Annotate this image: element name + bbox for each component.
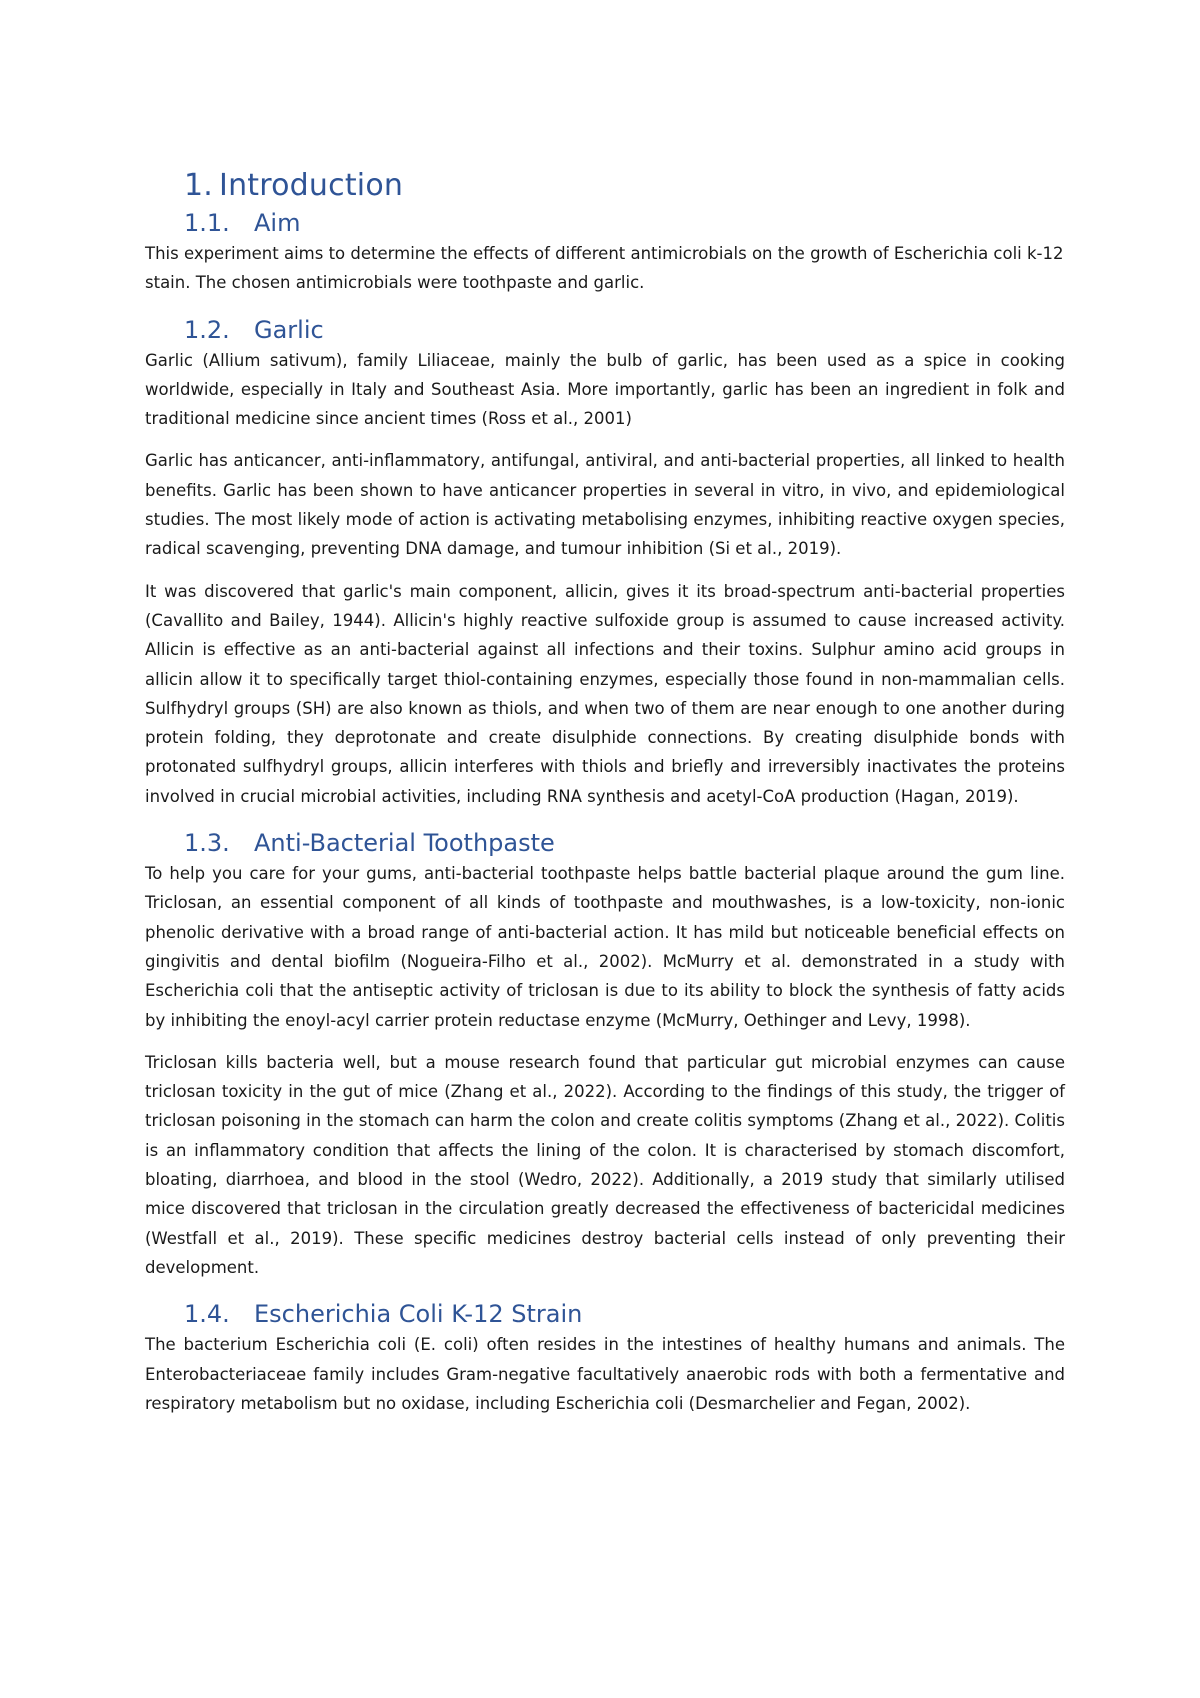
paragraph-ecoli-1: The bacterium Escherichia coli (E. coli) often resides in the intestines of healthy humans and animals. The Enterobacteriaceae family includes Gram-negative facultatively anaerobic rods with both a fermentative and respiratory metabolism but no oxidase, including Escherichia coli (Desmarchelier and Fegan, 2002). (145, 1335, 1065, 1413)
section-number: 1. (184, 168, 214, 203)
section-heading-ecoli (184, 1298, 1065, 1330)
section-heading-toothpaste (184, 827, 1065, 859)
section-title: Anti-Bacterial Toothpaste (254, 829, 555, 858)
paragraph-toothpaste-1: To help you care for your gums, anti-bacterial toothpaste helps battle bacterial plaque around the gum line. Triclosan, an essential component of all kinds of toothpaste and mouthwashes, is a low-toxicity, non-ionic phenolic derivative with a broad range of anti-bacterial action. It has mild but noticeable beneficial effects on gingivitis and dental biofilm (Nogueira-Filho et al., 2002). McMurry et al. demonstrated in a study with Escherichia coli that the antiseptic activity of triclosan is due to its ability to block the synthesis of fatty acids by inhibiting the enoyl-acyl carrier protein reductase enzyme (McMurry, Oethinger and Levy, 1998). (145, 864, 1065, 1030)
paragraph-garlic-3: It was discovered that garlic's main component, allicin, gives it its broad-spectrum anti-bacterial properties (Cavallito and Bailey, 1944). Allicin's highly reactive sulfoxide group is assumed to cause increased activity. Allicin is effective as an anti-bacterial against all infections and their toxins. Sulphur amino acid groups in allicin allow it to specifically target thiol-containing enzymes, especially those found in non-mammalian cells. Sulfhydryl groups (SH) are also known as thiols, and when two of them are near enough to one another during protein folding, they deprotonate and create disulphide connections. By creating disulphide bonds with protonated sulfhydryl groups, allicin interferes with thiols and briefly and irreversibly inactivates the proteins involved in crucial microbial activities, including RNA synthesis and acetyl-CoA production (Hagan, 2019). (145, 581, 1065, 806)
paragraph-aim-1: This experiment aims to determine the effects of different antimicrobials on the growth of Escherichia coli k-12 stain. The chosen antimicrobials were toothpaste and garlic. (145, 244, 1064, 293)
section-title: Escherichia Coli K-12 Strain (254, 1300, 583, 1329)
section-heading-garlic (184, 314, 1065, 346)
section-heading-introduction (184, 165, 1065, 207)
section-number: 1.1. (184, 209, 230, 237)
paragraph-garlic-2: Garlic has anticancer, anti-inflammatory, antifungal, antiviral, and anti-bacterial properties, all linked to health benefits. Garlic has been shown to have anticancer properties in several in vitro, in vivo, and epidemiological studies. The most likely mode of action is activating metabolising enzymes, inhibiting reactive oxygen species, radical scavenging, preventing DNA damage, and tumour inhibition (Si et al., 2019). (145, 451, 1065, 559)
paragraph-garlic-1: Garlic (Allium sativum), family Liliaceae, mainly the bulb of garlic, has been used as a spice in cooking worldwide, especially in Italy and Southeast Asia. More importantly, garlic has been an ingredient in folk and traditional medicine since ancient times (Ross et al., 2001) (145, 350, 1065, 429)
section-title: Aim (254, 209, 301, 237)
section-number: 1.2. (184, 315, 230, 344)
section-title: Introduction (219, 168, 404, 203)
section-heading-aim (184, 207, 1065, 239)
document-body (145, 165, 1065, 1418)
paragraph-toothpaste-2: Triclosan kills bacteria well, but a mouse research found that particular gut microbial enzymes can cause triclosan toxicity in the gut of mice (Zhang et al., 2022). According to the findings of this study, the trigger of triclosan poisoning in the stomach can harm the colon and create colitis symptoms (Zhang et al., 2022). Colitis is an inflammatory condition that affects the lining of the colon. It is characterised by stomach discomfort, bloating, diarrhoea, and blood in the stool (Wedro, 2022). Additionally, a 2019 study that similarly utilised mice discovered that triclosan in the circulation greatly decreased the effectiveness of bactericidal medicines (Westfall et al., 2019). These specific medicines destroy bacterial cells instead of only preventing their development. (145, 1052, 1065, 1277)
section-title: Garlic (254, 315, 324, 344)
section-number: 1.4. (184, 1300, 230, 1329)
section-number: 1.3. (184, 829, 230, 858)
